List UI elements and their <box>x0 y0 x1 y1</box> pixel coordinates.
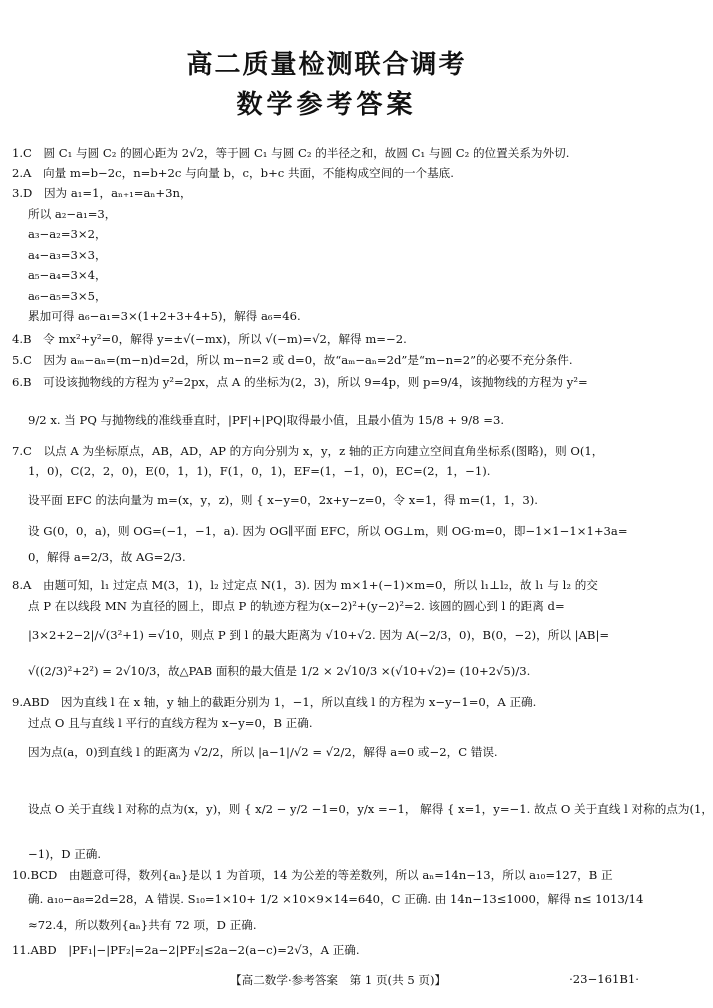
answer-line: √((2/3)²+2²) = 2√10/3，故△PAB 面积的最大值是 1/2 × 2√10/3 ×(√10+√2)= (10+2√5)/3. <box>28 664 531 678</box>
answer-line: 7.C 以点 A 为坐标原点，AB，AD，AP 的方向分别为 x，y，z 轴的正方向建立空间直角坐标系(图略)，则 O(1， <box>12 444 604 458</box>
answer-line: 设点 O 关于直线 l 对称的点为(x，y)，则 { x/2 − y/2 −1=0，y/x =−1， 解得 { x=1，y=−1. 故点 O 关于直线 l 对称的点为(1， <box>28 802 713 816</box>
answer-line: 9/2 x. 当 PQ 与抛物线的准线垂直时，|PF|+|PQ|取得最小值，且最小值为 15/8 + 9/8 =3. <box>28 413 505 427</box>
answer-line: a₄−a₃=3×3， <box>28 248 107 262</box>
page-title: 高二质量检测联合调考 <box>186 50 467 80</box>
answer-line: a₃−a₂=3×2， <box>28 227 107 241</box>
answer-line: ≈72.4，所以数列{aₙ}共有 72 项，D 正确. <box>28 918 257 932</box>
page-subtitle: 数学参考答案 <box>236 90 417 120</box>
answer-line: −1)，D 正确. <box>28 847 102 861</box>
answer-line: 确. a₁₀−a₈=2d=28，A 错误. S₁₀=1×10+ 1/2 ×10×9×14=640，C 正确. 由 14n−13≤1000，解得 n≤ 1013/14 <box>28 892 644 906</box>
answer-line: 4.B 令 mx²+y²=0，解得 y=±√(−mx)，所以 √(−m)=√2，解得 m=−2. <box>12 332 407 346</box>
answer-line: a₆−a₅=3×5， <box>28 289 107 303</box>
footer-page-info: 【高二数学·参考答案 第 1 页(共 5 页)】 <box>230 973 447 987</box>
answer-line: 10.BCD 由题意可得，数列{aₙ}是以 1 为首项，14 为公差的等差数列，所以 aₙ=14n−13，所以 a₁₀=127，B 正 <box>12 868 613 882</box>
answer-line: 设 G(0，0，a)，则 OG=(−1，−1，a). 因为 OG∥平面 EFC，所以 OG⊥m，则 OG·m=0，即−1×1−1×1+3a= <box>28 524 628 538</box>
answer-line: a₅−a₄=3×4， <box>28 268 107 282</box>
answer-line: 因为点(a，0)到直线 l 的距离为 √2/2，所以 |a−1|/√2 = √2/2，解得 a=0 或−2，C 错误. <box>28 745 498 759</box>
answer-line: |3×2+2−2|/√(3²+1) =√10，则点 P 到 l 的最大距离为 √10+√2. 因为 A(−2/3，0)，B(0，−2)，所以 |AB|= <box>28 628 610 642</box>
answer-line: 6.B 可设该抛物线的方程为 y²=2px，点 A 的坐标为(2，3)，所以 9=4p，则 p=9/4，该抛物线的方程为 y²= <box>12 375 588 389</box>
answer-line: 11.ABD |PF₁|−|PF₂|=2a−2|PF₂|≤2a−2(a−c)=2√3，A 正确. <box>12 943 360 957</box>
answer-line: 点 P 在以线段 MN 为直径的圆上，即点 P 的轨迹方程为(x−2)²+(y−2)²=2. 该圆的圆心到 l 的距离 d= <box>28 599 565 613</box>
answer-line: 5.C 因为 aₘ−aₙ=(m−n)d=2d，所以 m−n=2 或 d=0，故“aₘ−aₙ=2d”是“m−n=2”的必要不充分条件. <box>12 353 573 367</box>
answer-line: 3.D 因为 a₁=1，aₙ₊₁=aₙ+3n， <box>12 186 192 200</box>
answer-line: 0，解得 a=2/3，故 AG=2/3. <box>28 550 186 564</box>
answer-line: 所以 a₂−a₁=3， <box>28 207 117 221</box>
answer-line: 1，0)，C(2，2，0)，E(0，1，1)，F(1，0，1)，EF=(1，−1，0)，EC=(2，1，−1). <box>28 464 491 478</box>
answer-line: 2.A 向量 m=b−2c，n=b+2c 与向量 b，c，b+c 共面，不能构成空间的一个基底. <box>12 166 454 180</box>
answer-line: 8.A 由题可知，l₁ 过定点 M(3，1)，l₂ 过定点 N(1，3). 因为 m×1+(−1)×m=0，所以 l₁⊥l₂，故 l₁ 与 l₂ 的交 <box>12 578 598 592</box>
answer-line: 过点 O 且与直线 l 平行的直线方程为 x−y=0，B 正确. <box>28 716 313 730</box>
answer-line: 9.ABD 因为直线 l 在 x 轴，y 轴上的截距分别为 1，−1，所以直线 l 的方程为 x−y−1=0，A 正确. <box>12 695 537 709</box>
answer-line: 累加可得 a₆−a₁=3×(1+2+3+4+5)，解得 a₆=46. <box>28 309 301 323</box>
footer-code: ·23−161B1· <box>569 972 639 986</box>
answer-line: 1.C 圆 C₁ 与圆 C₂ 的圆心距为 2√2，等于圆 C₁ 与圆 C₂ 的半径之和，故圆 C₁ 与圆 C₂ 的位置关系为外切. <box>12 146 570 160</box>
answer-line: 设平面 EFC 的法向量为 m=(x，y，z)，则 { x−y=0，2x+y−z=0，令 x=1，得 m=(1，1，3). <box>28 493 538 507</box>
